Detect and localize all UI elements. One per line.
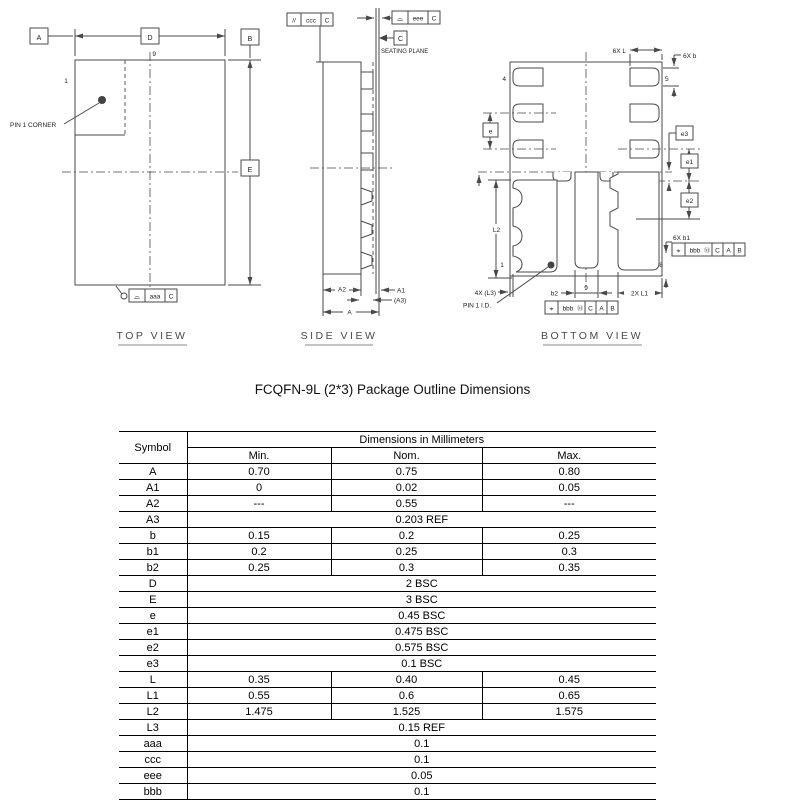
min-cell: 0.15 xyxy=(187,528,331,544)
max-cell: 0.35 xyxy=(482,560,656,576)
top-view-title: TOP VIEW xyxy=(116,330,188,342)
package-drawing xyxy=(0,0,785,368)
bottom-pin4-number: 4 xyxy=(502,76,506,83)
symbol-cell: ccc xyxy=(119,752,187,768)
max-cell: --- xyxy=(482,496,656,512)
dim-a2-label: A2 xyxy=(338,286,346,294)
fcf-b2-datum1: C xyxy=(588,305,593,313)
table-row xyxy=(119,688,656,704)
table-row xyxy=(119,640,656,656)
fcf-b1-datum2: A xyxy=(726,247,731,255)
value-cell-span: 0.475 BSC xyxy=(187,624,656,640)
nom-cell: 0.55 xyxy=(331,496,482,512)
dim-6xb-label: 6X b xyxy=(683,53,697,60)
symbol-cell: bbb xyxy=(119,784,187,800)
datum-b-label: B xyxy=(247,36,253,43)
table-row xyxy=(119,784,656,800)
dim-l2-label: L2 xyxy=(492,227,501,234)
symbol-cell: e2 xyxy=(119,640,187,656)
top-pin9-number: 9 xyxy=(152,51,156,58)
value-cell-span: 0.45 BSC xyxy=(187,608,656,624)
value-cell-span: 0.203 REF xyxy=(187,512,656,528)
header-min: Min. xyxy=(187,448,331,464)
table-row xyxy=(119,768,656,784)
symbol-cell: A3 xyxy=(119,512,187,528)
bottom-pin9-number: 9 xyxy=(584,285,588,292)
nom-cell: 0.02 xyxy=(331,480,482,496)
fcf-ccc-datum: C xyxy=(324,17,330,25)
symbol-cell: A2 xyxy=(119,496,187,512)
fcf-aaa-datum: C xyxy=(168,293,174,301)
table-row xyxy=(119,704,656,720)
datum-a-label: A xyxy=(36,35,42,42)
min-cell: 0.25 xyxy=(187,560,331,576)
table-row xyxy=(119,560,656,576)
nom-cell: 0.2 xyxy=(331,528,482,544)
table-row xyxy=(119,592,656,608)
table-row xyxy=(119,608,656,624)
min-cell: 0.35 xyxy=(187,672,331,688)
min-cell: 0.2 xyxy=(187,544,331,560)
fcf-eee-tolerance: eee xyxy=(412,15,424,23)
pad-pin9-center xyxy=(575,172,598,268)
table-row xyxy=(119,480,656,496)
fcf-aaa-tolerance: aaa xyxy=(149,293,161,301)
nom-cell: 0.75 xyxy=(331,464,482,480)
seating-plane-label: SEATING PLANE xyxy=(381,49,429,55)
profile-symbol-eee: ⌓ xyxy=(397,15,403,23)
bottom-pin5-number: 5 xyxy=(665,76,669,83)
table-header-row-2 xyxy=(119,448,656,464)
nom-cell: 0.25 xyxy=(331,544,482,560)
header-dimensions: Dimensions in Millimeters xyxy=(187,432,656,448)
fcf-b2-tolerance: bbb xyxy=(562,305,574,313)
fcf-b2-datum3: B xyxy=(610,305,615,313)
symbol-cell: b2 xyxy=(119,560,187,576)
table-row xyxy=(119,464,656,480)
dim-e3-label: e3 xyxy=(680,131,689,138)
max-cell: 1.575 xyxy=(482,704,656,720)
nom-cell: 0.6 xyxy=(331,688,482,704)
fcf-b1-material-modifier: Ⓜ xyxy=(703,247,711,255)
bottom-pin1-number: 1 xyxy=(500,262,504,269)
position-symbol-b1: ⌖ xyxy=(676,247,681,255)
min-cell: 0.55 xyxy=(187,688,331,704)
dim-2xl1-label: 2X L1 xyxy=(631,290,648,298)
pad-pin8 xyxy=(610,172,659,270)
dim-4xl3-label: 4X (L3) xyxy=(474,290,496,297)
dim-b2-label: b2 xyxy=(550,290,558,298)
symbol-cell: e3 xyxy=(119,656,187,672)
fcf-ccc-tolerance: ccc xyxy=(306,17,316,25)
fcf-eee-datum: C xyxy=(431,15,437,23)
table-row xyxy=(119,656,656,672)
bottom-pin8-number: 8 xyxy=(659,262,663,269)
symbol-cell: e1 xyxy=(119,624,187,640)
table-row xyxy=(119,576,656,592)
symbol-cell: L xyxy=(119,672,187,688)
side-view xyxy=(287,8,440,345)
table-row xyxy=(119,512,656,528)
header-max: Max. xyxy=(482,448,656,464)
value-cell-span: 0.15 REF xyxy=(187,720,656,736)
pin1-corner-label: PIN 1 CORNER xyxy=(10,122,57,129)
symbol-cell: A xyxy=(119,464,187,480)
datum-e-label: E xyxy=(247,167,253,174)
fcf-b1-tolerance: bbb xyxy=(689,247,701,255)
datum-d-label: D xyxy=(147,35,153,42)
symbol-cell: aaa xyxy=(119,736,187,752)
table-row xyxy=(119,672,656,688)
nom-cell: 0.40 xyxy=(331,672,482,688)
max-cell: 0.45 xyxy=(482,672,656,688)
table-row xyxy=(119,528,656,544)
table-row xyxy=(119,624,656,640)
value-cell-span: 3 BSC xyxy=(187,592,656,608)
symbol-cell: eee xyxy=(119,768,187,784)
value-cell-span: 0.1 xyxy=(187,784,656,800)
value-cell-span: 2 BSC xyxy=(187,576,656,592)
table-row xyxy=(119,544,656,560)
header-symbol: Symbol xyxy=(119,432,187,464)
bottom-view-title: BOTTOM VIEW xyxy=(541,330,643,342)
dim-table-body xyxy=(119,464,656,800)
dim-6xl-label: 6X L xyxy=(612,48,626,55)
dim-e-label: e xyxy=(488,128,493,136)
min-cell: 0 xyxy=(187,480,331,496)
symbol-cell: L1 xyxy=(119,688,187,704)
fcf-b2-datum2: A xyxy=(599,305,604,313)
profile-symbol-aaa: ⌓ xyxy=(134,293,140,301)
dim-6xb1-label: 6X b1 xyxy=(673,235,690,242)
symbol-cell: e xyxy=(119,608,187,624)
page-title: FCQFN-9L (2*3) Package Outline Dimensions xyxy=(254,382,531,397)
dimensions-table xyxy=(119,431,656,800)
symbol-cell: E xyxy=(119,592,187,608)
fcf-b1-datum3: B xyxy=(737,247,742,255)
datum-c-arrow xyxy=(379,35,387,42)
max-cell: 0.25 xyxy=(482,528,656,544)
nom-cell: 0.3 xyxy=(331,560,482,576)
symbol-cell: b1 xyxy=(119,544,187,560)
table-row xyxy=(119,720,656,736)
nom-cell: 1.525 xyxy=(331,704,482,720)
top-view xyxy=(10,28,261,345)
fcf-b1-datum1: C xyxy=(715,247,720,255)
pad-pin4 xyxy=(513,68,543,86)
table-row xyxy=(119,736,656,752)
leader-circle xyxy=(121,293,127,299)
pin1-id-dot xyxy=(548,262,555,269)
max-cell: 0.65 xyxy=(482,688,656,704)
max-cell: 0.3 xyxy=(482,544,656,560)
pad-pin5 xyxy=(630,68,659,86)
dim-a3-label: (A3) xyxy=(394,297,407,305)
value-cell-span: 0.1 xyxy=(187,752,656,768)
dim-a1-label: A1 xyxy=(397,287,405,295)
value-cell-span: 0.1 BSC xyxy=(187,656,656,672)
header-nom: Nom. xyxy=(331,448,482,464)
side-view-title: SIDE VIEW xyxy=(300,330,378,342)
dim-e2-label: e2 xyxy=(685,198,694,205)
max-cell: 0.80 xyxy=(482,464,656,480)
symbol-cell: A1 xyxy=(119,480,187,496)
parallelism-symbol: // xyxy=(292,17,296,25)
dim-e1-label: e1 xyxy=(685,159,694,166)
min-cell: 0.70 xyxy=(187,464,331,480)
table-row xyxy=(119,496,656,512)
max-cell: 0.05 xyxy=(482,480,656,496)
value-cell-span: 0.575 BSC xyxy=(187,640,656,656)
pad-pin1 xyxy=(513,180,557,272)
value-cell-span: 0.05 xyxy=(187,768,656,784)
symbol-cell: D xyxy=(119,576,187,592)
position-symbol-b2: ⌖ xyxy=(549,305,554,313)
pin1-corner-dot xyxy=(98,96,106,104)
pin1-id-label: PIN 1 I.D. xyxy=(463,302,492,310)
value-cell-span: 0.1 xyxy=(187,736,656,752)
datum-c-label: C xyxy=(397,36,404,43)
dim-a-label: A xyxy=(347,309,352,317)
table-row xyxy=(119,752,656,768)
symbol-cell: L2 xyxy=(119,704,187,720)
bottom-view xyxy=(463,48,745,345)
fcf-b2-material-modifier: Ⓜ xyxy=(576,305,584,313)
symbol-cell: L3 xyxy=(119,720,187,736)
min-cell: 1.475 xyxy=(187,704,331,720)
min-cell: --- xyxy=(187,496,331,512)
symbol-cell: b xyxy=(119,528,187,544)
top-pin1-number: 1 xyxy=(64,78,68,85)
table-header-row-1 xyxy=(119,432,656,448)
